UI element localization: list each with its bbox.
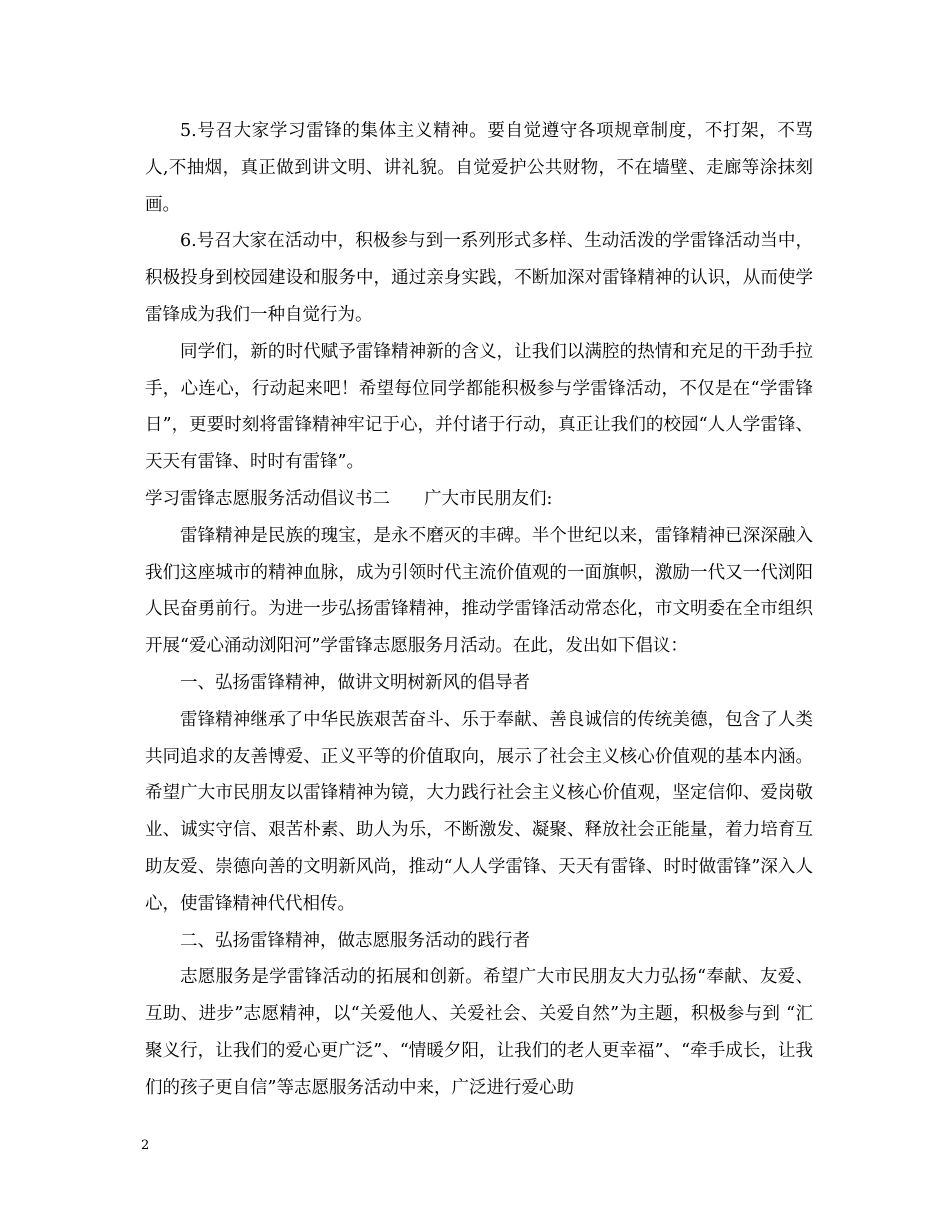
page-number: 2 <box>141 1138 150 1153</box>
subheading-two: 二、弘扬雷锋精神，做志愿服务活动的践行者 <box>180 930 530 951</box>
paragraph-section-two: 志愿服务是学雷锋活动的拓展和创新。希望广大市民朋友大力弘扬“奉献、友爱、互助、进步”志愿精神，以“关爱他人、关爱社会、关爱自然”为主题，积极参与到 “汇聚义行，让我们的爱心更广泛”、“情暖夕阳，让我们的老人更幸福”、“牵手成长，让我们的孩子更自信”等志愿服务活动中来，广泛进行爱心助 <box>145 967 813 1098</box>
subheading-one: 一、弘扬雷锋精神，做讲文明树新风的倡导者 <box>180 672 530 693</box>
section-heading-line <box>145 481 813 518</box>
paragraph-section-one: 雷锋精神继承了中华民族艰苦奋斗、乐于奉献、善良诚信的传统美德，包含了人类共同追求的友善博爱、正义平等的价值取向，展示了社会主义核心价值观的基本内涵。希望广大市民朋友以雷锋精神为镜，大力践行社会主义核心价值观，坚定信仰、爱岗敬业、诚实守信、艰苦朴素、助人为乐，不断激发、凝聚、释放社会正能量，着力培育互助友爱、崇德向善的文明新风尚，推动“人人学雷锋、天天有雷锋、时时做雷锋”深入人心，使雷锋精神代代相传。 <box>145 709 813 914</box>
paragraph-closing-call: 同学们，新的时代赋予雷锋精神新的含义，让我们以满腔的热情和充足的干劲手拉手，心连心，行动起来吧！希望每位同学都能积极参与学雷锋活动，不仅是在“学雷锋日”，更要时刻将雷锋精神牢记于心，并付诸于行动，真正让我们的校园“人人学雷锋、天天有雷锋、时时有雷锋”。 <box>145 341 813 473</box>
document-body <box>145 113 813 1107</box>
paragraph-intro: 雷锋精神是民族的瑰宝，是永不磨灭的丰碑。半个世纪以来，雷锋精神已深深融入我们这座城市的精神血脉，成为引领时代主流价值观的一面旗帜，激励一代又一代浏阳人民奋勇前行。为进一步弘扬雷锋精神，推动学雷锋活动常态化，市文明委在全市组织开展“爱心涌动浏阳河”学雷锋志愿服务月活动。在此，发出如下倡议： <box>145 525 813 657</box>
paragraph-item-6: 6.号召大家在活动中，积极参与到一系列形式多样、生动活泼的学雷锋活动当中，积极投身到校园建设和服务中，通过亲身实践，不断加深对雷锋精神的认识，从而使学雷锋成为我们一种自觉行为。 <box>145 231 813 325</box>
paragraph-item-5: 5.号召大家学习雷锋的集体主义精神。要自觉遵守各项规章制度，不打架，不骂人,不抽烟，真正做到讲文明、讲礼貌。自觉爱护公共财物，不在墙壁、走廊等涂抹刻画。 <box>145 121 813 215</box>
salutation: 广大市民朋友们: <box>424 488 553 509</box>
section-title: 学习雷锋志愿服务活动倡议书二 <box>145 488 390 509</box>
